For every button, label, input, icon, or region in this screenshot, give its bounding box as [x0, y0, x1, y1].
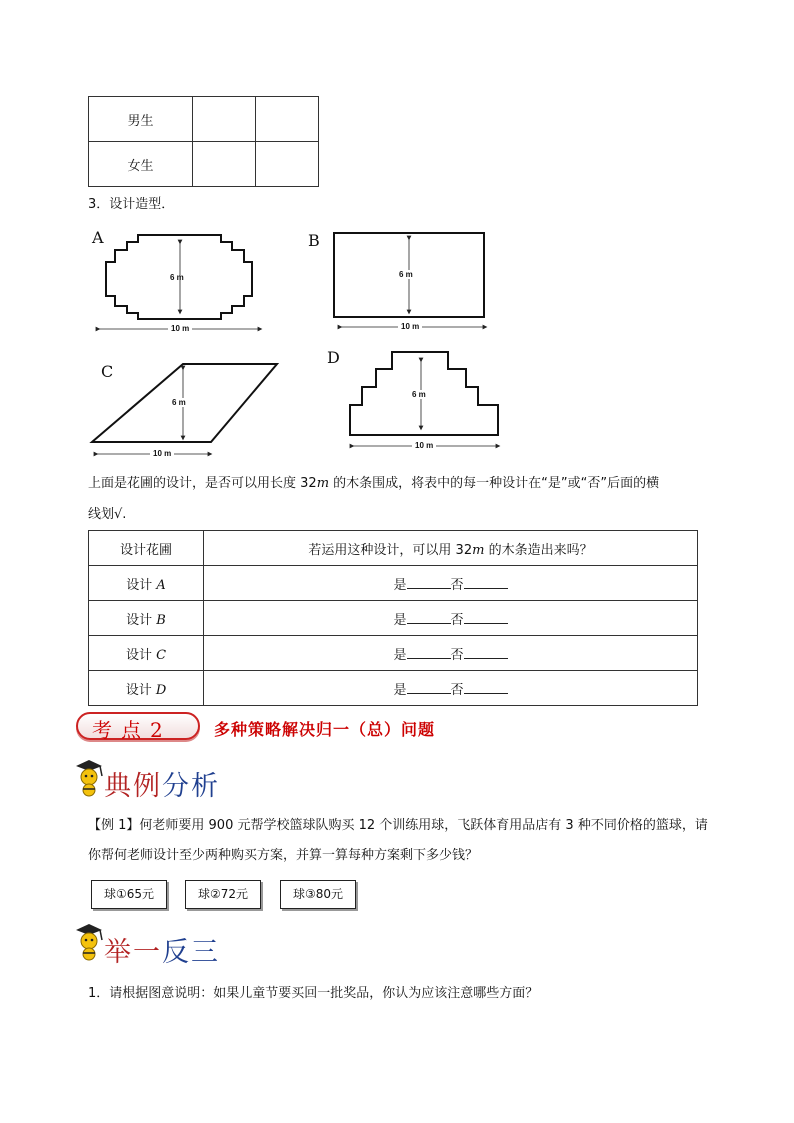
- question-3-title: 3．设计造型．: [88, 197, 175, 212]
- topic-banner-tag: 考点2: [92, 718, 172, 742]
- figure-b-width-label: 10 m: [398, 322, 422, 331]
- figure-b-height-label: 6 m: [399, 270, 413, 279]
- design-table-header-col2: 若运用这种设计，可以用 32m 的木条造出来吗？: [204, 531, 698, 566]
- price-card-ball-2: 球②72元: [185, 880, 261, 909]
- section-title-example: 典例分析: [104, 771, 220, 802]
- figure-a-width-label: 10 m: [168, 324, 192, 333]
- design-row-label-c: 设计 C: [89, 636, 204, 671]
- design-row-answer-c: 是 否: [204, 636, 698, 671]
- yes-blank-d[interactable]: [407, 680, 451, 694]
- row-label-boys: 男生: [89, 97, 193, 142]
- question-3-paragraph-line2: 线划√.: [88, 507, 127, 522]
- figure-d-width-label: 10 m: [412, 441, 436, 450]
- no-blank-d[interactable]: [464, 680, 508, 694]
- design-row-label-d: 设计 D: [89, 671, 204, 706]
- figure-c-label: C: [101, 362, 114, 381]
- no-blank-c[interactable]: [464, 645, 508, 659]
- bee-mascot-icon-2: [72, 922, 106, 962]
- figure-a-height-label: 6 m: [170, 273, 184, 282]
- design-row-answer-b: 是 否: [204, 601, 698, 636]
- design-table: [88, 530, 698, 706]
- design-row-label-a: 设计 A: [89, 566, 204, 601]
- price-card-ball-1: 球①65元: [91, 880, 167, 909]
- figure-c-width-label: 10 m: [150, 449, 174, 458]
- question-3-paragraph-line1: 上面是花圃的设计，是否可以用长度 32m 的木条围成，将表中的每一种设计在“是”或“否”后面的横: [88, 476, 660, 491]
- figure-d-height-label: 6 m: [412, 390, 426, 399]
- figure-b-label: B: [308, 231, 320, 250]
- row-label-girls: 女生: [89, 142, 193, 187]
- no-blank-a[interactable]: [464, 575, 508, 589]
- figure-c-height-label: 6 m: [172, 398, 186, 407]
- garden-figures: [0, 0, 794, 470]
- topic-banner-title: 多种策略解决归一（总）问题: [214, 720, 436, 739]
- yes-blank-b[interactable]: [407, 610, 451, 624]
- no-blank-b[interactable]: [464, 610, 508, 624]
- design-row-answer-a: 是 否: [204, 566, 698, 601]
- yes-blank-c[interactable]: [407, 645, 451, 659]
- design-row-label-b: 设计 B: [89, 601, 204, 636]
- example-1-line1: 【例 1】何老师要用 900 元帮学校篮球队购买 12 个训练用球，飞跃体育用品店有 3 种不同价格的篮球，请: [88, 818, 708, 833]
- design-table-header-col1: 设计花圃: [89, 531, 204, 566]
- design-row-answer-d: 是 否: [204, 671, 698, 706]
- example-1-line2: 你帮何老师设计至少两种购买方案，并算一算每种方案剩下多少钱？: [88, 848, 479, 863]
- section-title-practice: 举一反三: [104, 937, 220, 968]
- bee-mascot-icon: [72, 758, 106, 798]
- figure-a-label: A: [92, 228, 104, 247]
- yes-blank-a[interactable]: [407, 575, 451, 589]
- figure-d-label: D: [327, 348, 340, 367]
- practice-1-text: 1．请根据图意说明：如果儿童节要买回一批奖品，你认为应该注意哪些方面？: [88, 986, 539, 1001]
- price-card-ball-3: 球③80元: [280, 880, 356, 909]
